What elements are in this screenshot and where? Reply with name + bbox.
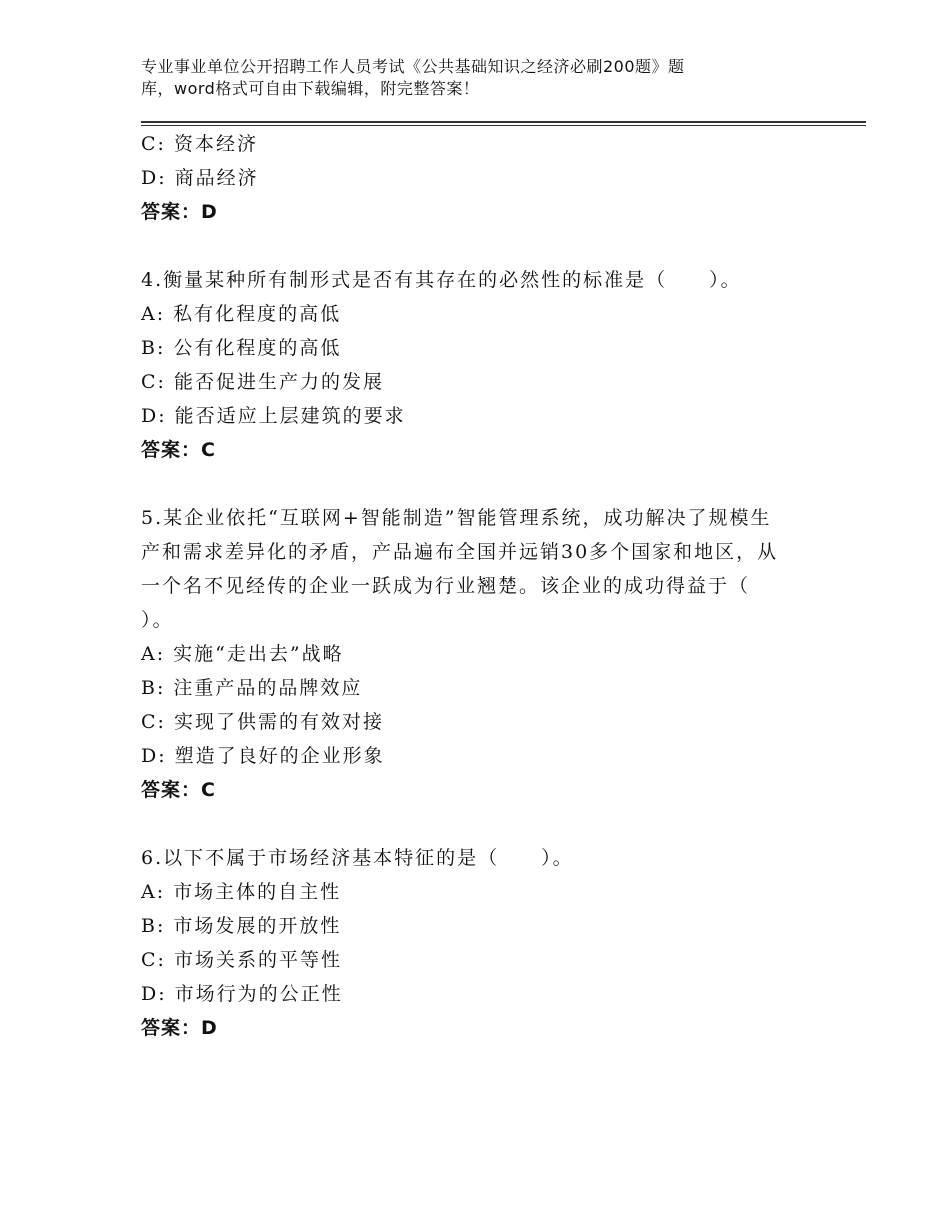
answer-label: 答案：D [141,201,218,223]
document-header [141,56,781,100]
option-d: D: 塑造了良好的企业形象 [141,745,385,767]
question-5 [141,501,821,807]
question-3-continued [141,127,821,229]
spacer [141,807,821,841]
header-line-2: 库，word格式可自由下载编辑，附完整答案！ [141,79,480,98]
question-stem: 6.以下不属于市场经济基本特征的是（ ）。 [141,847,574,869]
option-c: C: 市场关系的平等性 [141,949,342,971]
option-d: D: 商品经济 [141,167,259,189]
answer-label: 答案：C [141,779,216,801]
option-b: B: 公有化程度的高低 [141,337,342,359]
question-4 [141,263,821,467]
option-d: D: 市场行为的公正性 [141,983,343,1005]
header-rule-thin [141,125,866,126]
option-b: B: 注重产品的品牌效应 [141,677,363,699]
spacer [141,467,821,501]
question-stem: 4.衡量某种所有制形式是否有其存在的必然性的标准是（ ）。 [141,269,742,291]
header-rule-thick [141,121,866,123]
answer-label: 答案：D [141,1017,218,1039]
question-stem-line-1: 5.某企业依托“互联网+智能制造”智能管理系统，成功解决了规模生 [141,507,772,529]
option-a: A: 市场主体的自主性 [141,881,342,903]
document-body [141,127,821,1045]
option-a: A: 私有化程度的高低 [141,303,342,325]
spacer [141,229,821,263]
question-6 [141,841,821,1045]
question-stem-line-4: ）。 [141,609,174,631]
question-stem-line-2: 产和需求差异化的矛盾，产品遍布全国并远销30多个国家和地区，从 [141,541,779,563]
question-stem-line-3: 一个名不见经传的企业一跃成为行业翘楚。该企业的成功得益于（ [141,575,751,597]
option-b: B: 市场发展的开放性 [141,915,342,937]
answer-label: 答案：C [141,439,216,461]
option-c: C: 资本经济 [141,133,258,155]
option-d: D: 能否适应上层建筑的要求 [141,405,406,427]
option-c: C: 实现了供需的有效对接 [141,711,384,733]
header-line-1: 专业事业单位公开招聘工作人员考试《公共基础知识之经济必刷200题》题 [141,57,685,76]
option-a: A: 实施“走出去”战略 [141,643,344,665]
option-c: C: 能否促进生产力的发展 [141,371,384,393]
